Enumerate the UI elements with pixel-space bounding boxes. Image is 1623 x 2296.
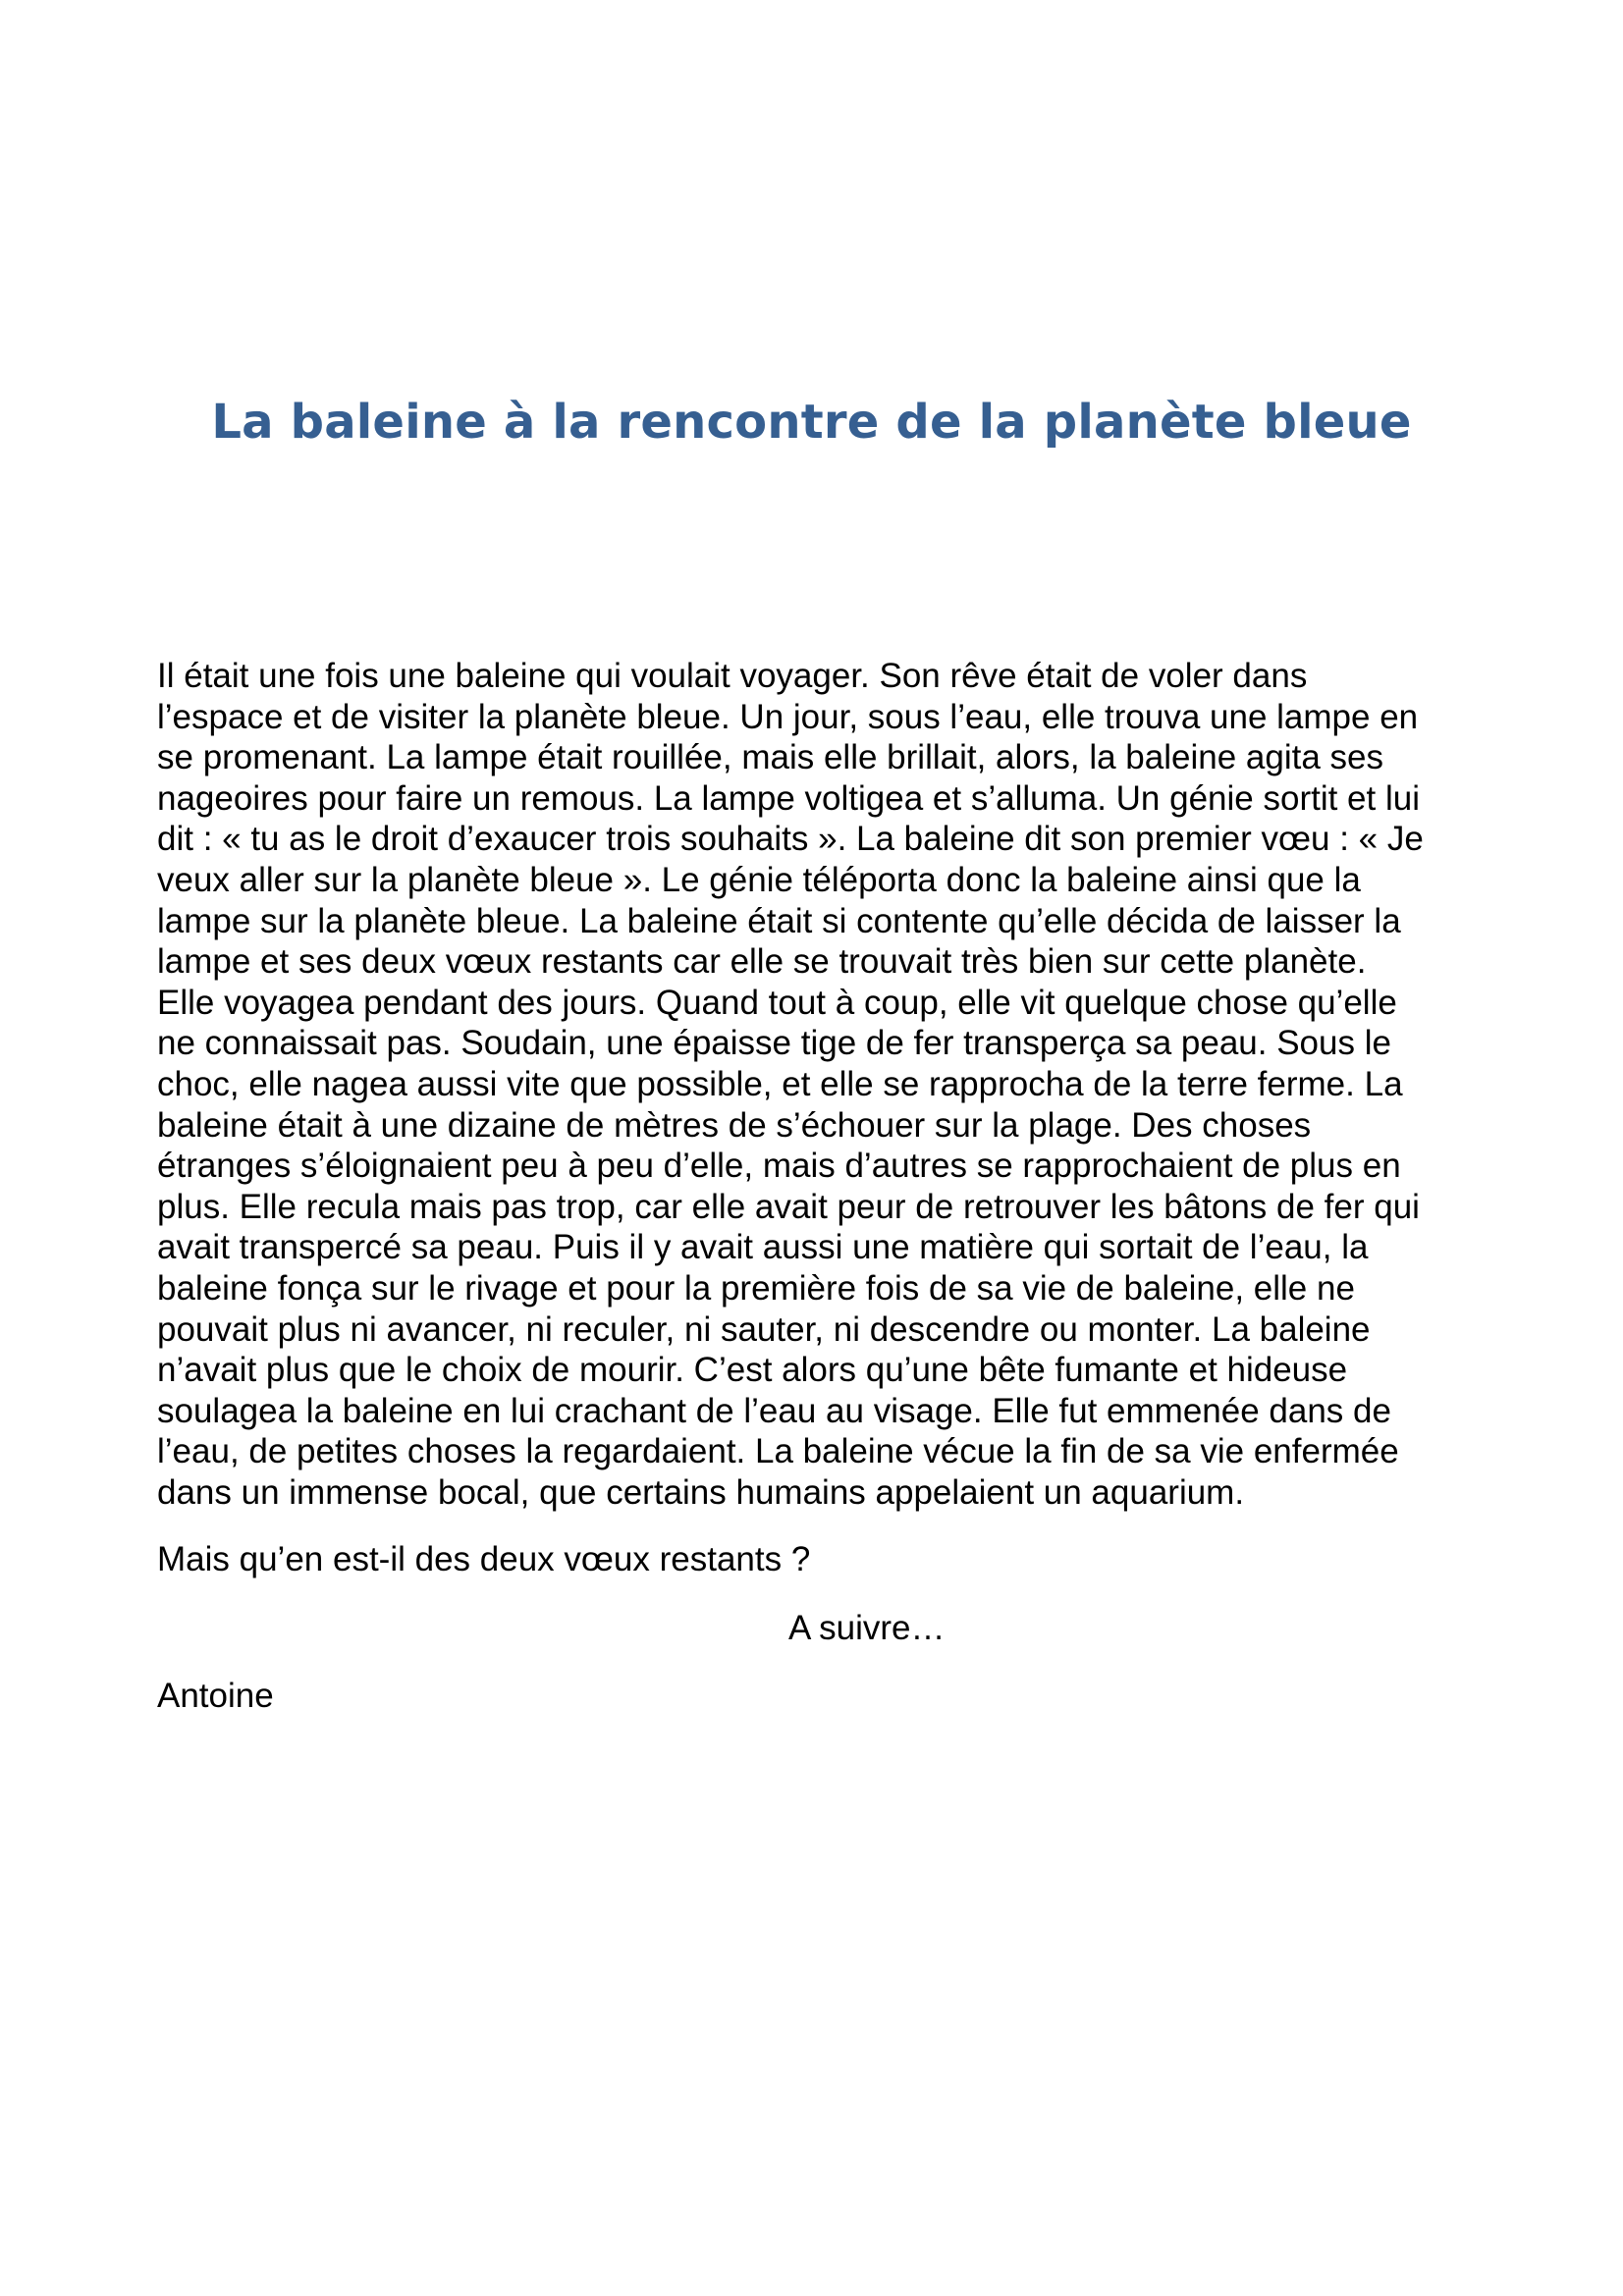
story-line: veux aller sur la planète bleue ». Le génie téléporta donc la baleine ainsi que la <box>157 860 1361 899</box>
story-line: nageoires pour faire un remous. La lampe voltigea et s’alluma. Un génie sortit et lui <box>157 778 1420 818</box>
story-line: dans un immense bocal, que certains humains appelaient un aquarium. <box>157 1472 1245 1512</box>
story-line: lampe sur la planète bleue. La baleine était si contente qu’elle décida de laisser la <box>157 901 1401 940</box>
story-line: baleine fonça sur le rivage et pour la première fois de sa vie de baleine, elle ne <box>157 1268 1355 1308</box>
story-line: choc, elle nagea aussi vite que possible, et elle se rapprocha de la terre ferme. La <box>157 1064 1403 1103</box>
document-title: La baleine à la rencontre de la planète bleue <box>211 395 1412 450</box>
author-signature: Antoine <box>157 1677 274 1715</box>
story-line: l’espace et de visiter la planète bleue. Un jour, sous l’eau, elle trouva une lampe en <box>157 697 1419 736</box>
story-paragraph <box>157 656 1478 1513</box>
story-line: plus. Elle recula mais pas trop, car elle avait peur de retrouver les bâtons de fer qui <box>157 1187 1420 1226</box>
story-line: Elle voyagea pendant des jours. Quand tout à coup, elle vit quelque chose qu’elle <box>157 983 1397 1022</box>
closing-question: Mais qu’en est-il des deux vœux restants ? <box>157 1540 811 1578</box>
story-line: n’avait plus que le choix de mourir. C’est alors qu’une bête fumante et hideuse <box>157 1351 1348 1390</box>
story-line: dit : « tu as le droit d’exaucer trois souhaits ». La baleine dit son premier vœu : « Je <box>157 820 1424 859</box>
story-line: ne connaissait pas. Soudain, une épaisse tige de fer transperça sa peau. Sous le <box>157 1024 1391 1063</box>
story-line: pouvait plus ni avancer, ni reculer, ni sauter, ni descendre ou monter. La baleine <box>157 1309 1371 1349</box>
story-line: avait transpercé sa peau. Puis il y avait aussi une matière qui sortait de l’eau, la <box>157 1228 1369 1267</box>
to-be-continued: A suivre… <box>788 1609 946 1647</box>
story-line: lampe et ses deux vœux restants car elle se trouvait très bien sur cette planète. <box>157 942 1367 982</box>
story-line: Il était une fois une baleine qui voulait voyager. Son rêve était de voler dans <box>157 657 1308 695</box>
story-body <box>157 656 1478 1513</box>
story-line: baleine était à une dizaine de mètres de s’échouer sur la plage. Des choses <box>157 1105 1312 1145</box>
story-line: l’eau, de petites choses la regardaient. La baleine vécue la fin de sa vie enfermée <box>157 1432 1399 1471</box>
story-line: étranges s’éloignaient peu à peu d’elle, mais d’autres se rapprochaient de plus en <box>157 1147 1401 1186</box>
story-line: soulagea la baleine en lui crachant de l’eau au visage. Elle fut emmenée dans de <box>157 1391 1391 1430</box>
story-line: se promenant. La lampe était rouillée, mais elle brillait, alors, la baleine agita ses <box>157 738 1383 777</box>
